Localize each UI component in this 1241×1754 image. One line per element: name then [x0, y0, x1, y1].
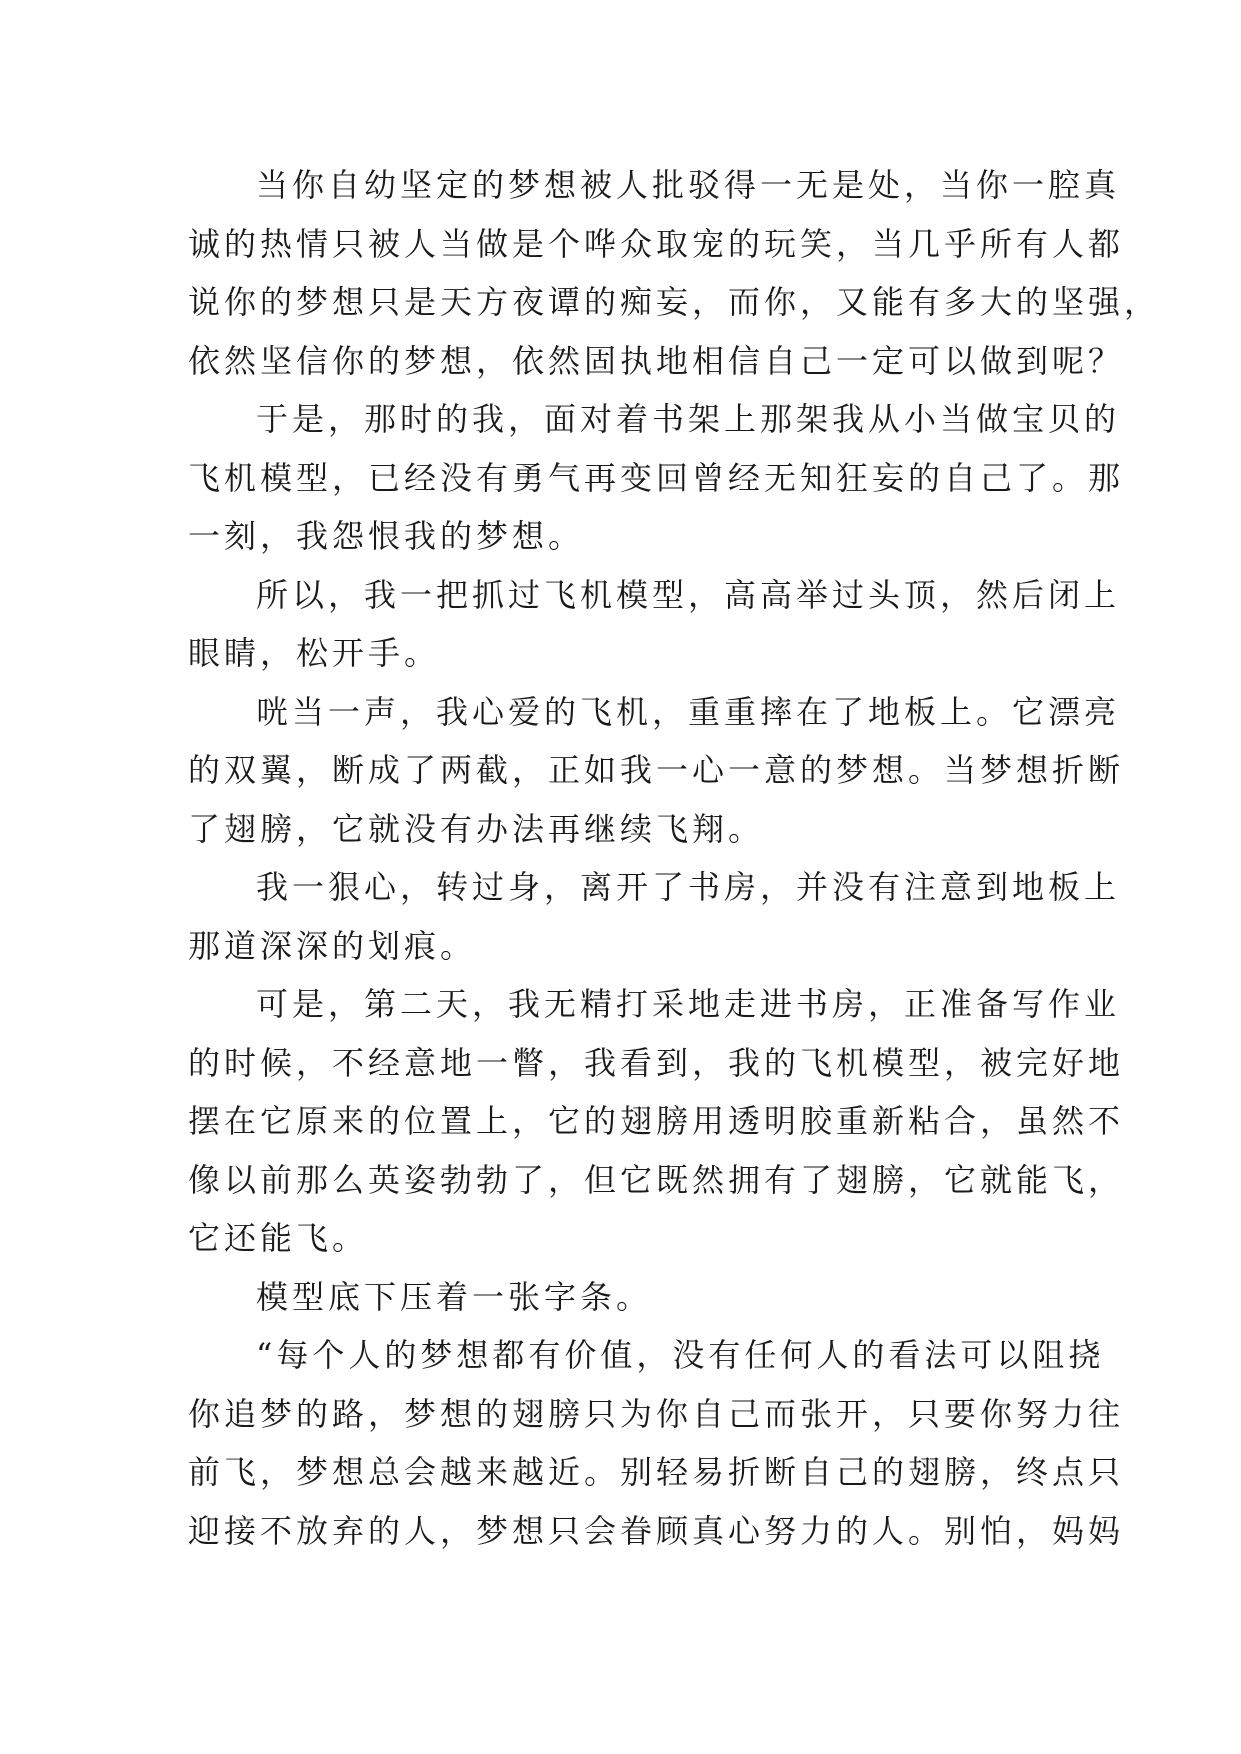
- text-line: 的双翼，断成了两截，正如我一心一意的梦想。当梦想折断: [188, 751, 1125, 789]
- text-line: 飞机模型，已经没有勇气再变回曾经无知狂妄的自己了。那: [188, 458, 1125, 497]
- text-line: 那道深深的划痕。: [188, 926, 477, 965]
- text-line: 说你的梦想只是天方夜谭的痴妄，而你，又能有多大的坚强，: [188, 283, 1161, 321]
- text-line: 像以前那么英姿勃勃了，但它既然拥有了翅膀，它就能飞，: [188, 1160, 1125, 1199]
- text-line: 你追梦的路，梦想的翅膀只为你自己而张开，只要你努力往: [188, 1394, 1125, 1433]
- text-line: 它还能飞。: [188, 1219, 369, 1257]
- text-line: 前飞，梦想总会越来越近。别轻易折断自己的翅膀，终点只: [188, 1453, 1125, 1491]
- text-line: 眼睛，松开手。: [188, 634, 441, 672]
- text-line: 依然坚信你的梦想，依然固执地相信自己一定可以做到呢？: [188, 341, 1125, 380]
- text-line: 诚的热情只被人当做是个哗众取宠的玩笑，当几乎所有人都: [188, 224, 1125, 263]
- text-line: 模型底下压着一张字条。: [256, 1277, 653, 1316]
- text-line: 我一狠心，转过身，离开了书房，并没有注意到地板上: [256, 868, 1121, 906]
- body-text: [188, 156, 1161, 1560]
- text-line: 摆在它原来的位置上，它的翅膀用透明胶重新粘合，虽然不: [188, 1102, 1125, 1140]
- text-line: 当你自幼坚定的梦想被人批驳得一无是处，当你一腔真: [256, 166, 1121, 204]
- text-line: 了翅膀，它就没有办法再继续飞翔。: [188, 809, 765, 848]
- text-line: 所以，我一把抓过飞机模型，高高举过头顶，然后闭上: [256, 575, 1121, 614]
- text-line: 的时候，不经意地一瞥，我看到，我的飞机模型，被完好地: [188, 1043, 1125, 1082]
- text-line: 咣当一声，我心爱的飞机，重重摔在了地板上。它漂亮: [256, 692, 1121, 731]
- text-line: “每个人的梦想都有价值，没有任何人的看法可以阻挠: [256, 1336, 1105, 1374]
- text-line: 迎接不放弃的人，梦想只会眷顾真心努力的人。别怕，妈妈: [188, 1511, 1125, 1550]
- text-line: 于是，那时的我，面对着书架上那架我从小当做宝贝的: [256, 400, 1121, 438]
- text-line: 一刻，我怨恨我的梦想。: [188, 517, 585, 555]
- text-line: 可是，第二天，我无精打采地走进书房，正准备写作业: [256, 985, 1121, 1023]
